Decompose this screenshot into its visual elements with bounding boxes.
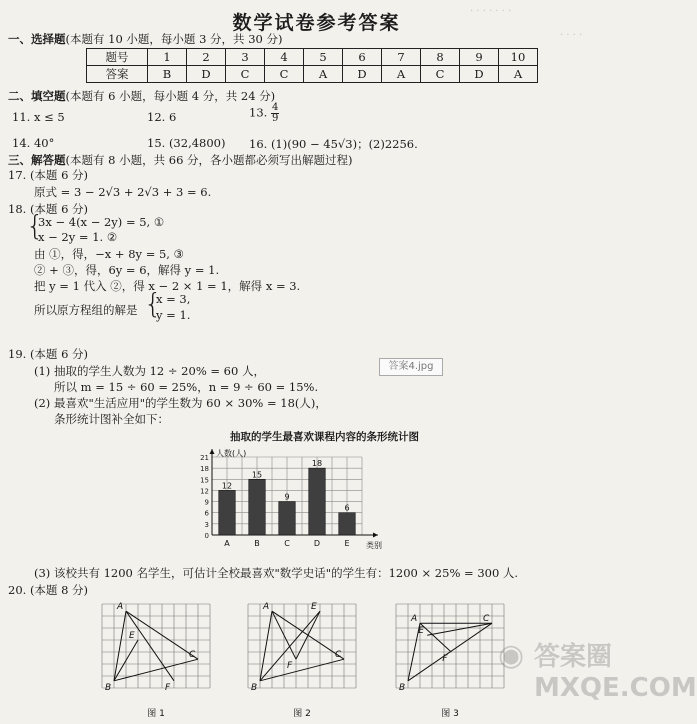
table-cell: 10 — [499, 49, 538, 66]
table-cell: A — [304, 66, 343, 83]
section1-heading-line — [8, 31, 283, 47]
table-cell: 6 — [343, 49, 382, 66]
table-cell: 8 — [421, 49, 460, 66]
section2-heading-line — [8, 88, 275, 104]
point-label: E — [418, 626, 424, 637]
table-cell: 5 — [304, 49, 343, 66]
q18-step-2: ② + ③，得，6y = 6，解得 y = 1. — [34, 263, 220, 277]
point-label: A — [263, 602, 270, 613]
section3-desc: (本题有 8 小题，共 66 分，各小题都必须写出解题过程) — [65, 153, 353, 167]
q18-equation-1: 3x − 4(x − 2y) = 5, ① — [38, 215, 165, 229]
table-row — [87, 66, 538, 83]
q18-conclusion: 所以原方程组的解是 — [34, 303, 138, 317]
q19-part2: (2) 最喜欢"生活应用"的学生数为 60 × 30% = 18(人)， — [34, 396, 327, 410]
q18-solution-y: y = 1. — [156, 308, 191, 322]
section3-heading-line — [8, 152, 353, 168]
figure-segment — [420, 623, 451, 652]
section2-desc: (本题有 6 小题，每小题 4 分，共 24 分) — [65, 89, 276, 103]
x-axis-label: 类别 — [366, 541, 382, 550]
y-tick-label: 12 — [200, 487, 209, 496]
section1-desc: (本题有 10 小题，每小题 3 分，共 30 分) — [65, 32, 283, 46]
figure-caption: 图 3 — [441, 709, 459, 719]
point-label: A — [411, 614, 418, 625]
x-tick-label: E — [344, 539, 350, 548]
bar-value-label: 15 — [251, 470, 263, 480]
bar-value-label: 9 — [284, 492, 290, 502]
y-tick-label: 9 — [204, 498, 209, 507]
q17-solution: 原式 = 3 − 2√3 + 2√3 + 3 = 6. — [34, 185, 212, 199]
point-label: E — [311, 602, 317, 613]
q19-part3: (3) 该校共有 1200 名学生，可估计全校最喜欢"数学史话"的学生有：1200 × 25% = 300 人. — [34, 566, 519, 580]
point-label: C — [189, 650, 196, 661]
answer-q12: 12. 6 — [147, 110, 177, 124]
watermark-logo: ◉ — [498, 638, 525, 673]
table-cell: B — [148, 66, 187, 83]
table-cell: 4 — [265, 49, 304, 66]
x-axis-arrow — [373, 533, 378, 538]
figure-segment — [114, 659, 198, 681]
table-cell: 7 — [382, 49, 421, 66]
solution-brace: { — [144, 287, 162, 320]
point-label: F — [287, 661, 293, 672]
table-cell: 1 — [148, 49, 187, 66]
point-label: E — [129, 631, 135, 641]
answer-q14: 14. 40° — [12, 136, 55, 150]
q18-step-1: 由 ①，得，−x + 8y = 5, ③ — [34, 247, 184, 261]
bar-value-label: 18 — [311, 459, 323, 469]
y-tick-label: 15 — [200, 476, 209, 485]
table-row — [87, 49, 538, 66]
y-tick-label: 3 — [204, 520, 209, 529]
q18-equation-2: x − 2y = 1. ② — [38, 230, 118, 244]
geometry-figures — [96, 600, 536, 724]
point-label: C — [483, 614, 490, 625]
table-cell: 9 — [460, 49, 499, 66]
figure-segment — [260, 611, 272, 681]
row-label-answer: 答案 — [87, 66, 148, 83]
q13-prefix: 13. — [249, 105, 268, 120]
table-cell: A — [382, 66, 421, 83]
page-title: 数学试卷参考答案 — [232, 12, 401, 34]
y-tick-label: 6 — [204, 509, 209, 518]
table-cell: C — [265, 66, 304, 83]
q17-heading: 17. (本题 6 分) — [8, 168, 89, 182]
answer-q15: 15. (32,4800) — [147, 136, 226, 150]
section1-heading: 一、选择题 — [8, 32, 66, 46]
image-filename-tag: 答案4.jpg — [379, 358, 443, 376]
bar-value-label: 6 — [344, 503, 350, 513]
figure-caption: 图 2 — [293, 709, 311, 719]
point-label: B — [399, 682, 406, 693]
table-cell: A — [499, 66, 538, 83]
point-label: B — [105, 682, 112, 693]
q19-part1-cont: 所以 m = 15 ÷ 60 = 25%，n = 9 ÷ 60 = 15%. — [54, 380, 319, 394]
point-label: F — [165, 682, 171, 693]
point-label: C — [335, 650, 342, 661]
q19-heading: 19. (本题 6 分) — [8, 347, 89, 361]
q18-solution-x: x = 3, — [156, 292, 191, 306]
chart-title: 抽取的学生最喜欢课程内容的条形统计图 — [230, 431, 419, 443]
q13-denominator: 9 — [271, 113, 279, 124]
bar — [309, 468, 326, 535]
q18-heading: 18. (本题 6 分) — [8, 202, 89, 216]
table-cell: D — [343, 66, 382, 83]
table-cell: C — [421, 66, 460, 83]
y-axis-label: 人数(人) — [216, 449, 247, 458]
bar-chart — [180, 443, 420, 553]
table-cell: D — [187, 66, 226, 83]
bar — [219, 490, 236, 535]
bar — [279, 502, 296, 535]
q20-heading: 20. (本题 8 分) — [8, 583, 89, 597]
answer-q16: 16. (1)(90 − 45√3)；(2)2256. — [249, 137, 418, 151]
x-tick-label: C — [284, 539, 290, 548]
section2-heading: 二、填空题 — [8, 89, 66, 103]
point-label: F — [442, 654, 448, 664]
bleed-through-text: · · · · · · · — [470, 6, 512, 17]
q13-numerator: 4 — [271, 102, 279, 113]
x-tick-label: B — [254, 539, 260, 548]
choice-answer-table — [86, 48, 538, 83]
y-tick-label: 0 — [204, 532, 209, 540]
answer-q13 — [249, 103, 279, 124]
y-tick-label: 21 — [200, 454, 209, 462]
figure-segment — [427, 623, 492, 635]
table-cell: C — [226, 66, 265, 83]
bar — [339, 513, 356, 535]
point-label: B — [251, 682, 258, 693]
q19-part2-cont: 条形统计图补全如下： — [54, 412, 169, 426]
figure-caption: 图 1 — [147, 709, 165, 719]
figure-segment — [260, 659, 344, 681]
bar — [249, 479, 266, 535]
q13-fraction — [271, 103, 279, 124]
bleed-through-text: · · · · — [560, 30, 583, 41]
section3-heading: 三、解答题 — [8, 153, 66, 167]
y-tick-label: 18 — [200, 465, 209, 474]
table-cell: D — [460, 66, 499, 83]
watermark: 答案圈 MXQE.COM — [534, 642, 697, 703]
q18-step-3: 把 y = 1 代入 ②，得 x − 2 × 1 = 1，解得 x = 3. — [34, 279, 301, 293]
system-brace: { — [26, 209, 44, 242]
q19-part1: (1) 抽取的学生人数为 12 ÷ 20% = 60 人， — [34, 364, 265, 378]
row-label-number: 题号 — [87, 49, 148, 66]
table-cell: 2 — [187, 49, 226, 66]
y-axis-arrow — [210, 449, 215, 454]
x-tick-label: A — [224, 539, 230, 548]
x-tick-label: D — [313, 539, 321, 548]
answer-q11: 11. x ≤ 5 — [12, 110, 65, 124]
point-label: A — [117, 602, 124, 613]
bar-value-label: 12 — [221, 481, 233, 491]
table-cell: 3 — [226, 49, 265, 66]
